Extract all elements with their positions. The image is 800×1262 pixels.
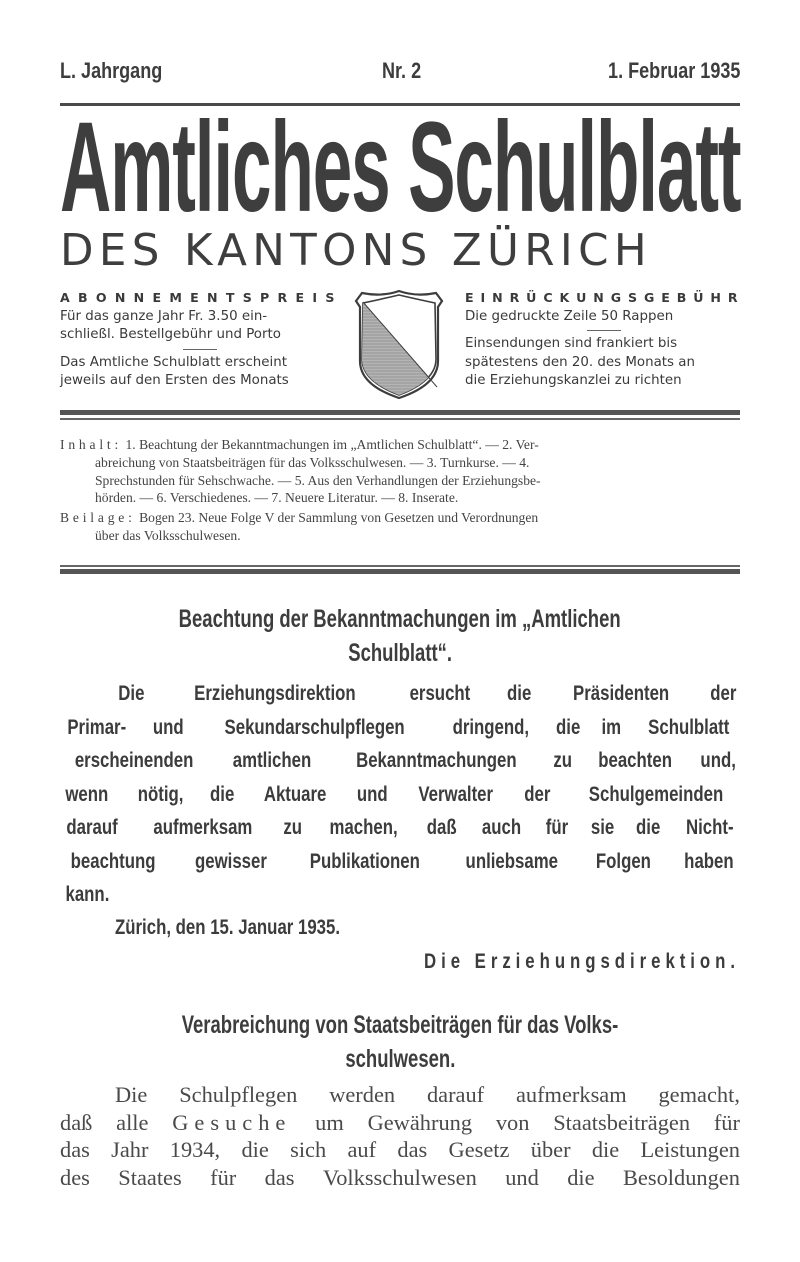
contents-line-3: Sprechstunden für Sehschwache. — 5. Aus den Verhandlungen der Erziehungsbe- (95, 472, 541, 488)
article-2-heading-line-1: Verabreichung von Staatsbeiträgen für das Volks- (181, 1011, 619, 1039)
volume-label: L. Jahrgang (60, 58, 163, 83)
contents-paragraph (60, 436, 740, 507)
masthead-double-rule (60, 410, 740, 420)
article-2-heading (60, 1008, 740, 1076)
subscription-info (60, 289, 340, 391)
contents-double-rule (60, 565, 740, 574)
publication-line-1: Das Amtliche Schulblatt erscheint (60, 354, 287, 370)
submission-line-3: die Erziehungskanzlei zu richten (465, 373, 682, 388)
contents-line-2: abreichung von Staatsbeiträgen für das Volksschulwesen. — 3. Turnkurse. — 4. (95, 454, 530, 470)
subscription-line-1: Für das ganze Jahr Fr. 3.50 ein- (60, 308, 268, 324)
text-line: des Staates für das Volksschulwesen und die Besoldungen (60, 1164, 740, 1190)
article-2-heading-line-2: schulwesen. (344, 1045, 456, 1073)
publication-title (60, 96, 741, 239)
text-line: Die Schulpflegen werden darauf aufmerksam gemacht, (115, 1082, 740, 1107)
supplement-label: Beilage: (60, 510, 136, 526)
supplement-line-2: über das Volksschulwesen. (95, 527, 241, 543)
supplement-line-1: Bogen 23. Neue Folge V der Sammlung von Gesetzen und Verordnungen (139, 510, 539, 526)
text-line: das Jahr 1934, die sich auf das Gesetz über die Leistungen (60, 1137, 740, 1162)
masthead-info-line (60, 58, 740, 88)
insertion-fee-text: Die gedruckte Zeile 50 Rappen (465, 308, 674, 324)
article-1-signature (345, 950, 740, 974)
submission-line-2: spätestens den 20. des Monats an (465, 354, 695, 370)
text-line: beachtung gewisser Publikationen unliebsame Folgen haben (70, 849, 734, 873)
subscription-line-2: schließl. Bestellgebühr und Porto (60, 327, 281, 342)
publication-line-2: jeweils auf den Ersten des Monats (60, 373, 289, 388)
title-text: Amtliches Schulblatt (60, 96, 741, 239)
table-of-contents (60, 436, 740, 545)
text-line: wenn nötig, die Aktuare und Verwalter der Schulgemeinden (65, 782, 724, 806)
signature-text: Die Erziehungsdirektion. (423, 950, 740, 973)
article-1-heading-line-1: Beachtung der Bekanntmachungen im „Amtlichen (178, 605, 622, 633)
text-line: kann. (65, 883, 110, 906)
article-1-heading (60, 602, 740, 670)
short-divider (183, 349, 217, 350)
issue-date: 1. Februar 1935 (607, 58, 740, 83)
publication-subtitle (60, 225, 740, 276)
text-line: Primar- und Sekundarschulpflegen dringend, die im Schulblatt (67, 715, 730, 739)
contents-line-1: 1. Beachtung der Bekanntmachungen im „Amtlichen Schulblatt“. — 2. Ver- (125, 437, 539, 452)
article-1-heading-line-2: Schulblatt“. (348, 639, 452, 667)
article-2-body (60, 1081, 740, 1191)
insertion-fee-info (465, 289, 743, 391)
article-1-body (60, 677, 740, 912)
supplement-paragraph (60, 509, 740, 545)
article-1-place-date (60, 911, 740, 945)
text-line: daß alle Gesuche um Gewährung von Staatsbeiträgen für (60, 1109, 740, 1135)
issue-number: Nr. 2 (382, 58, 422, 83)
text-line: Die Erziehungsdirektion ersucht die Präsidenten der (118, 682, 737, 705)
submission-line-1: Einsendungen sind frankiert bis (465, 336, 678, 351)
insertion-fee-heading: E I N R Ü C K U N G S G E B Ü H R (465, 290, 743, 305)
subtitle-text: DES KANTONS ZÜRICH (60, 225, 652, 276)
text-line: erscheinenden amtlichen Bekanntmachungen zu beachten und, (74, 749, 736, 772)
contents-label: Inhalt: (60, 437, 123, 452)
short-divider (587, 330, 621, 331)
place-date-text: Zürich, den 15. Januar 1935. (115, 916, 341, 939)
insertion-fee-line-1 (465, 308, 743, 327)
zurich-coat-of-arms-shield-icon (354, 289, 444, 397)
contents-line-4: hörden. — 6. Verschiedenes. — 7. Neuere Literatur. — 8. Inserate. (95, 490, 459, 506)
subscription-heading: A B O N N E M E N T S P R E I S (60, 290, 340, 305)
text-line: darauf aufmerksam zu machen, daß auch für sie die Nicht- (66, 816, 734, 839)
